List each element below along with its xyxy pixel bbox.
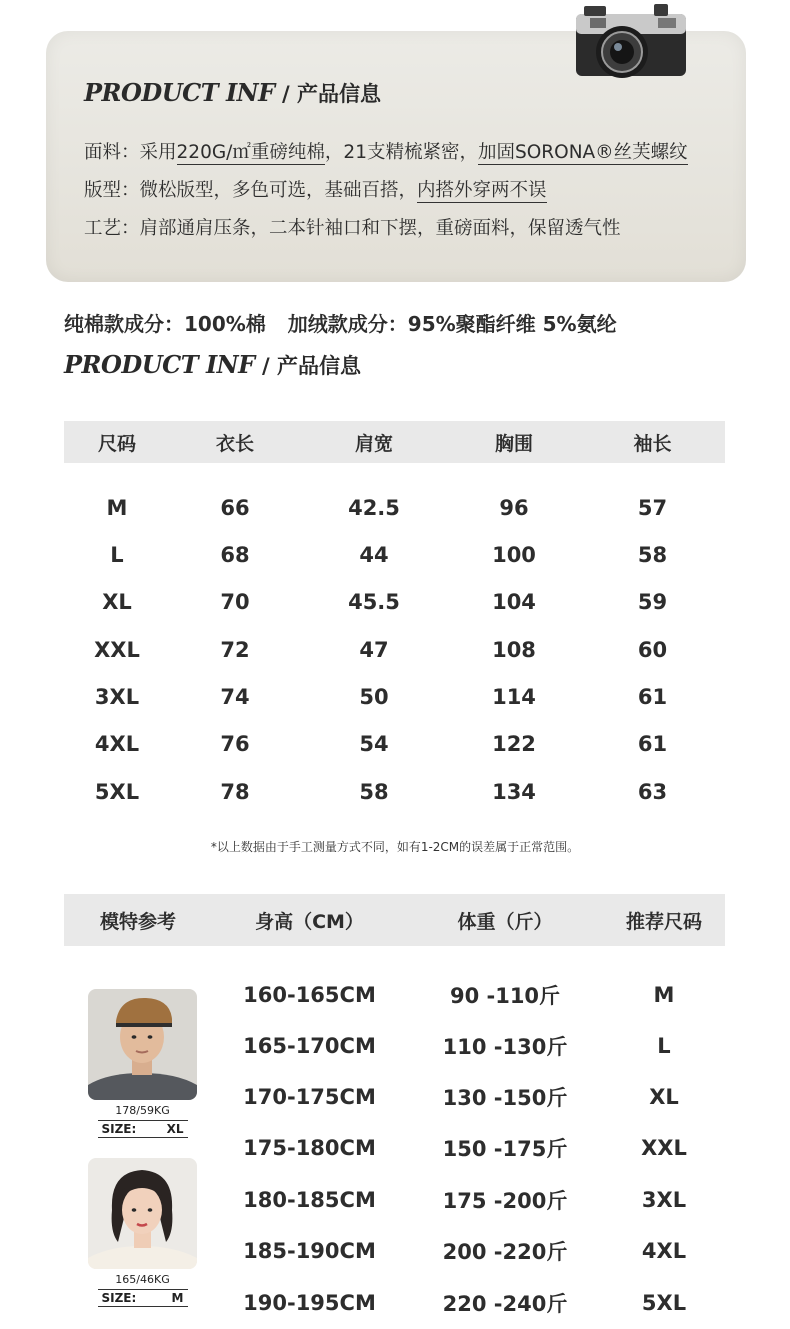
size-cell: M [106, 496, 128, 520]
chest-cell: 100 [492, 543, 536, 567]
heading-separator: / [254, 354, 277, 378]
size-cell: 5XL [94, 780, 140, 804]
shoulder-cell: 50 [359, 685, 389, 709]
size-section-heading [64, 350, 361, 380]
sleeve-cell: 61 [637, 732, 668, 756]
shoulder-cell: 54 [359, 732, 389, 756]
size-cell: L [110, 543, 124, 567]
fabric-mid: ，21支精梳紧密， [324, 142, 478, 163]
fit-text: 微松版型，多色可选，基础百搭， [139, 180, 418, 201]
heading-separator: / [274, 82, 297, 106]
recommended-size-cell: 3XL [641, 1188, 687, 1212]
chest-cell: 134 [492, 780, 536, 804]
table-row [64, 493, 725, 523]
male-model-photo [88, 989, 197, 1100]
recommend-table-header [64, 894, 725, 946]
sleeve-cell: 63 [637, 780, 668, 804]
shoulder-cell: 58 [359, 780, 389, 804]
recommend-header-model: 模特参考 [99, 910, 176, 933]
chest-cell: 114 [492, 685, 536, 709]
recommended-size-cell: L [657, 1034, 671, 1058]
product-info-heading [84, 78, 381, 108]
height-cell: 165-170CM [243, 1034, 376, 1058]
height-cell: 170-175CM [243, 1085, 376, 1109]
length-cell: 68 [220, 543, 250, 567]
length-cell: 70 [220, 590, 250, 614]
shoulder-cell: 44 [359, 543, 389, 567]
model-size-label: SIZE: [101, 1291, 137, 1305]
size-header-chest: 胸围 [494, 432, 533, 455]
recommended-size-cell: M [653, 983, 675, 1007]
size-header-shoulder: 肩宽 [354, 432, 393, 455]
length-cell: 76 [220, 732, 250, 756]
recommend-header-size: 推荐尺码 [625, 910, 702, 933]
model-size-value: M [171, 1291, 184, 1305]
weight-cell: 110 -130斤 [442, 1035, 568, 1059]
recommend-header-height: 身高（CM） [255, 910, 364, 933]
shoulder-cell: 45.5 [348, 590, 400, 614]
chest-cell: 122 [492, 732, 536, 756]
craft-line [84, 214, 621, 240]
craft-label: 工艺： [84, 218, 140, 239]
chest-cell: 108 [492, 638, 536, 662]
fabric-rib: 加固SORONA®丝芙螺纹 [477, 142, 688, 163]
weight-cell: 200 -220斤 [442, 1240, 568, 1264]
sleeve-cell: 58 [637, 543, 668, 567]
height-cell: 185-190CM [243, 1239, 376, 1263]
fabric-pre: 采用 [139, 142, 177, 163]
craft-text: 肩部通肩压条，二本针袖口和下摆，重磅面料，保留透气性 [139, 218, 621, 239]
model-stat: 178/59KG [115, 1104, 170, 1117]
camera-icon [570, 2, 690, 84]
female-model-card [88, 1158, 197, 1307]
size-cell: 3XL [94, 685, 140, 709]
fabric-label: 面料： [84, 142, 140, 163]
heading-en: PRODUCT INF [64, 350, 255, 379]
sleeve-cell: 61 [637, 685, 668, 709]
composition-line [64, 308, 617, 337]
size-cell: 4XL [94, 732, 140, 756]
female-model-photo [88, 1158, 197, 1269]
heading-cn: 产品信息 [296, 82, 381, 106]
composition-fleece: 加绒款成分：95%聚酯纤维 5%氨纶 [287, 312, 617, 336]
length-cell: 72 [220, 638, 250, 662]
recommended-size-cell: 5XL [641, 1291, 687, 1315]
length-cell: 74 [220, 685, 250, 709]
size-cell: XL [102, 590, 132, 614]
length-cell: 66 [220, 496, 250, 520]
model-stat: 165/46KG [115, 1273, 170, 1286]
model-size-value: XL [166, 1122, 184, 1136]
model-size [98, 1120, 188, 1138]
recommended-size-cell: XXL [641, 1136, 687, 1160]
recommended-size-cell: XL [649, 1085, 679, 1109]
composition-cotton: 纯棉款成分：100%棉 [64, 312, 266, 336]
fit-line [84, 176, 547, 202]
size-table-header [64, 421, 725, 463]
shoulder-cell: 47 [359, 638, 389, 662]
shoulder-cell: 42.5 [348, 496, 400, 520]
model-size [98, 1289, 188, 1307]
length-cell: 78 [220, 780, 250, 804]
table-row [64, 587, 725, 617]
heading-cn: 产品信息 [276, 354, 361, 378]
weight-cell: 150 -175斤 [442, 1137, 568, 1161]
measurement-note: *以上数据由于手工测量方式不同，如有1-2CM的误差属于正常范围。 [210, 840, 580, 854]
sleeve-cell: 60 [637, 638, 668, 662]
fabric-weight: 220G/㎡重磅纯棉 [176, 142, 325, 163]
sleeve-cell: 57 [637, 496, 668, 520]
table-row [64, 729, 725, 759]
fit-underlined: 内搭外穿两不误 [417, 180, 547, 201]
size-cell: XXL [94, 638, 140, 662]
heading-en: PRODUCT INF [84, 78, 275, 107]
table-row [64, 777, 725, 807]
height-cell: 175-180CM [243, 1136, 376, 1160]
height-cell: 160-165CM [243, 983, 376, 1007]
table-row [64, 540, 725, 570]
sleeve-cell: 59 [637, 590, 668, 614]
recommended-size-cell: 4XL [641, 1239, 687, 1263]
weight-cell: 90 -110斤 [449, 984, 561, 1008]
height-cell: 190-195CM [243, 1291, 376, 1315]
size-header-length: 衣长 [215, 432, 254, 455]
height-cell: 180-185CM [243, 1188, 376, 1212]
chest-cell: 104 [492, 590, 536, 614]
fabric-line [84, 138, 688, 164]
recommend-header-weight: 体重（斤） [457, 910, 553, 933]
size-header-sleeve: 袖长 [633, 432, 672, 455]
weight-cell: 220 -240斤 [442, 1292, 568, 1316]
size-header-size: 尺码 [97, 432, 136, 455]
weight-cell: 130 -150斤 [442, 1086, 568, 1110]
male-model-card [88, 989, 197, 1138]
fit-label: 版型： [84, 180, 140, 201]
weight-cell: 175 -200斤 [442, 1189, 568, 1213]
table-row [64, 635, 725, 665]
model-size-label: SIZE: [101, 1122, 137, 1136]
table-row [64, 682, 725, 712]
chest-cell: 96 [499, 496, 529, 520]
